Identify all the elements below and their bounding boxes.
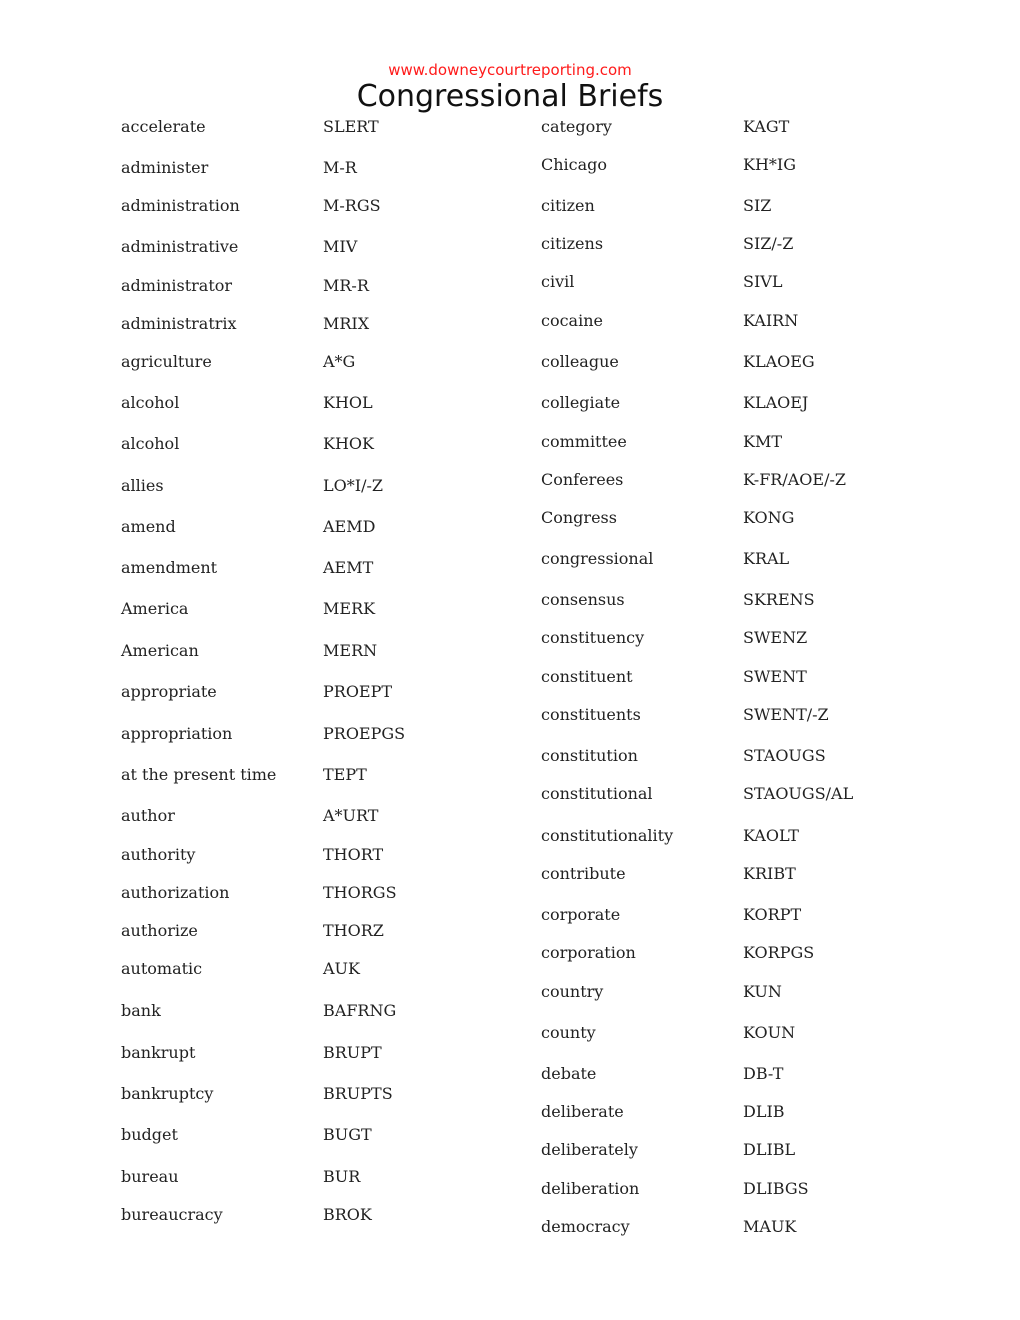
steno-brief: BAFRNG	[323, 1001, 397, 1020]
steno-brief: PROEPGS	[323, 724, 406, 743]
steno-brief: MRIX	[323, 314, 370, 333]
steno-brief: MIV	[323, 237, 358, 256]
steno-brief: SWENT/-Z	[743, 705, 829, 724]
steno-brief: STAOUGS	[743, 746, 826, 765]
steno-brief: KAIRN	[743, 311, 799, 330]
english-word: consensus	[541, 590, 625, 609]
english-word: appropriation	[121, 724, 233, 743]
steno-brief: SIZ/-Z	[743, 234, 794, 253]
steno-brief: THORGS	[323, 883, 397, 902]
steno-brief: THORZ	[323, 921, 384, 940]
steno-brief: KUN	[743, 982, 782, 1001]
steno-brief: AEMT	[323, 558, 374, 577]
steno-brief: BROK	[323, 1205, 372, 1224]
english-word: America	[121, 599, 189, 618]
english-word: administer	[121, 158, 209, 177]
english-word: appropriate	[121, 682, 217, 701]
english-word: accelerate	[121, 117, 206, 136]
steno-brief: DLIBL	[743, 1140, 796, 1159]
steno-brief: KRAL	[743, 549, 790, 568]
steno-brief: SIVL	[743, 272, 783, 291]
english-word: Congress	[541, 508, 617, 527]
english-word: automatic	[121, 959, 203, 978]
english-word: citizen	[541, 196, 595, 215]
steno-brief: DLIB	[743, 1102, 785, 1121]
english-word: civil	[541, 272, 575, 291]
steno-brief: SIZ	[743, 196, 772, 215]
english-word: category	[541, 117, 612, 136]
english-word: authorize	[121, 921, 198, 940]
english-word: bank	[121, 1001, 161, 1020]
steno-brief: KORPT	[743, 905, 802, 924]
page-title: Congressional Briefs	[356, 79, 664, 114]
steno-brief: KLAOEJ	[743, 393, 809, 412]
english-word: bureaucracy	[121, 1205, 223, 1224]
english-word: constituency	[541, 628, 645, 647]
steno-brief: BRUPT	[323, 1043, 382, 1062]
english-word: budget	[121, 1125, 178, 1144]
english-word: deliberately	[541, 1140, 638, 1159]
steno-brief: DB-T	[743, 1064, 784, 1083]
english-word: Chicago	[541, 155, 608, 174]
steno-brief: KRIBT	[743, 864, 796, 883]
steno-brief: MERK	[323, 599, 376, 618]
steno-brief: KH*IG	[743, 155, 797, 174]
english-word: deliberation	[541, 1179, 640, 1198]
steno-brief: KAGT	[743, 117, 790, 136]
steno-brief: KLAOEG	[743, 352, 815, 371]
english-word: contribute	[541, 864, 626, 883]
english-word: debate	[541, 1064, 597, 1083]
english-word: alcohol	[121, 434, 180, 453]
steno-brief: SLERT	[323, 117, 379, 136]
english-word: cocaine	[541, 311, 603, 330]
steno-brief: AUK	[323, 959, 360, 978]
english-word: bureau	[121, 1167, 179, 1186]
english-word: allies	[121, 476, 164, 495]
english-word: constitution	[541, 746, 638, 765]
english-word: agriculture	[121, 352, 212, 371]
english-word: administrator	[121, 276, 233, 295]
steno-brief: K-FR/AOE/-Z	[743, 470, 846, 489]
english-word: American	[121, 641, 199, 660]
english-word: collegiate	[541, 393, 621, 412]
steno-brief: PROEPT	[323, 682, 393, 701]
english-word: constitutional	[541, 784, 653, 803]
english-word: alcohol	[121, 393, 180, 412]
english-word: administratrix	[121, 314, 237, 333]
english-word: amendment	[121, 558, 218, 577]
steno-brief: MERN	[323, 641, 378, 660]
steno-brief: KORPGS	[743, 943, 815, 962]
steno-brief: SWENZ	[743, 628, 808, 647]
steno-brief: KAOLT	[743, 826, 799, 845]
steno-brief: KHOK	[323, 434, 374, 453]
english-word: country	[541, 982, 604, 1001]
steno-brief: TEPT	[323, 765, 367, 784]
steno-brief: BUGT	[323, 1125, 372, 1144]
english-word: constitutionality	[541, 826, 674, 845]
english-word: colleague	[541, 352, 619, 371]
english-word: bankrupt	[121, 1043, 196, 1062]
steno-brief: KONG	[743, 508, 795, 527]
website-url: www.downeycourtreporting.com	[388, 61, 632, 79]
english-word: bankruptcy	[121, 1084, 214, 1103]
steno-brief: DLIBGS	[743, 1179, 809, 1198]
english-word: author	[121, 806, 175, 825]
english-word: authority	[121, 845, 196, 864]
english-word: citizens	[541, 234, 604, 253]
english-word: democracy	[541, 1217, 630, 1236]
steno-brief: STAOUGS/AL	[743, 784, 854, 803]
steno-brief: AEMD	[323, 517, 376, 536]
steno-brief: LO*I/-Z	[323, 476, 383, 495]
steno-brief: BUR	[323, 1167, 361, 1186]
english-word: corporation	[541, 943, 636, 962]
steno-brief: SWENT	[743, 667, 807, 686]
steno-brief: M-RGS	[323, 196, 381, 215]
english-word: congressional	[541, 549, 654, 568]
steno-brief: BRUPTS	[323, 1084, 393, 1103]
steno-brief: MAUK	[743, 1217, 797, 1236]
steno-brief: SKRENS	[743, 590, 815, 609]
english-word: authorization	[121, 883, 230, 902]
steno-brief: KOUN	[743, 1023, 796, 1042]
english-word: at the present time	[121, 765, 277, 784]
steno-brief: MR-R	[323, 276, 369, 295]
english-word: amend	[121, 517, 176, 536]
english-word: committee	[541, 432, 627, 451]
steno-brief: M-R	[323, 158, 357, 177]
english-word: county	[541, 1023, 596, 1042]
english-word: Conferees	[541, 470, 624, 489]
steno-brief: THORT	[323, 845, 384, 864]
steno-brief: KHOL	[323, 393, 373, 412]
steno-brief: A*URT	[323, 806, 379, 825]
english-word: corporate	[541, 905, 621, 924]
english-word: constituents	[541, 705, 641, 724]
english-word: administration	[121, 196, 240, 215]
english-word: constituent	[541, 667, 633, 686]
steno-brief: A*G	[323, 352, 356, 371]
steno-brief: KMT	[743, 432, 783, 451]
english-word: deliberate	[541, 1102, 624, 1121]
english-word: administrative	[121, 237, 239, 256]
